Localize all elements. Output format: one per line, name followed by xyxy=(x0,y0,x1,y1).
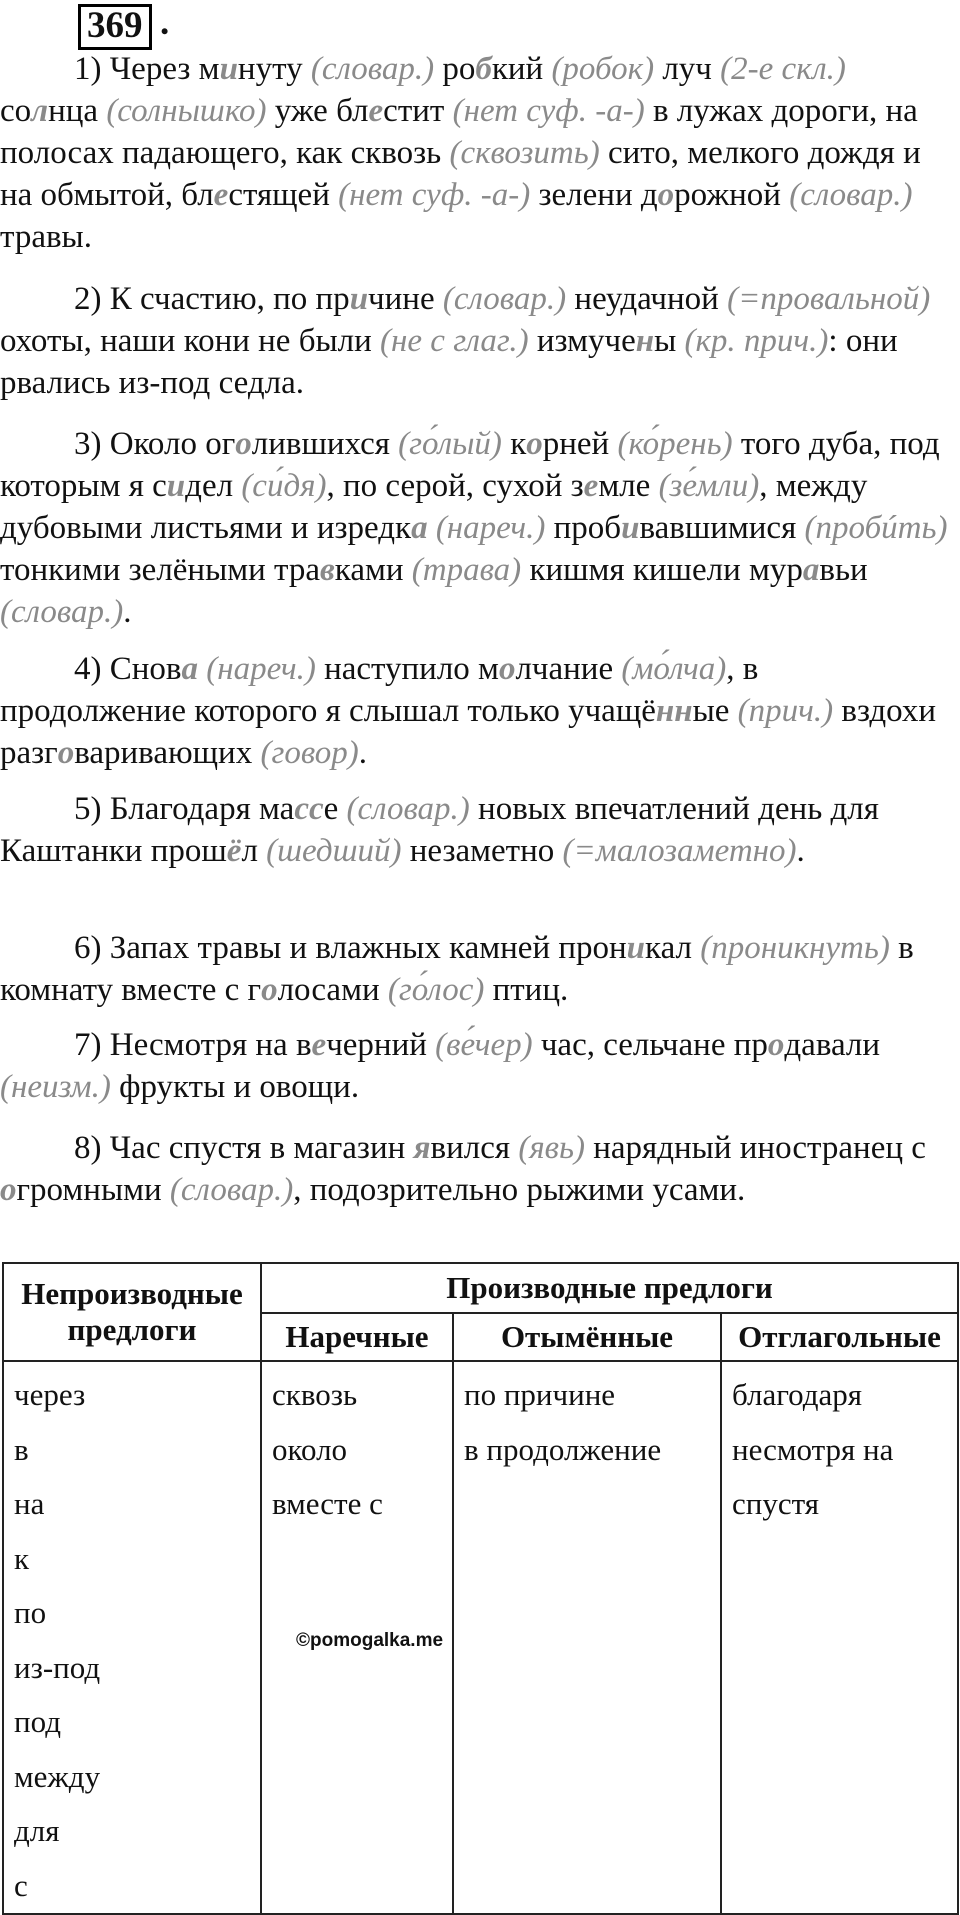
sentence-text: давали xyxy=(784,1027,881,1063)
sentence-text xyxy=(428,510,436,546)
sentence-2 xyxy=(0,278,950,404)
prepositions-table xyxy=(2,1262,959,1915)
sentence-text: рней xyxy=(542,426,618,462)
preposition-item: к xyxy=(14,1540,30,1576)
preposition-item: около xyxy=(272,1431,348,1467)
sentence-text: е xyxy=(323,791,347,827)
sentence-text: л xyxy=(241,833,267,869)
highlighted-letter: в xyxy=(320,552,335,588)
sentence-text: 5) Благодаря ма xyxy=(74,791,295,827)
highlighted-letter: ё xyxy=(226,833,242,869)
highlighted-letter: о xyxy=(657,177,675,213)
sentence-text: вьи xyxy=(819,552,868,588)
highlighted-letter: и xyxy=(166,468,186,504)
preposition-item: несмотря на xyxy=(732,1431,894,1467)
highlighted-letter: а xyxy=(411,510,428,546)
preposition-item: в продолжение xyxy=(464,1431,662,1467)
highlighted-letter: л xyxy=(31,93,49,129)
grammar-note: (си́дя) xyxy=(241,468,327,504)
grammar-note: (го́лый) xyxy=(398,426,502,462)
sentence-text: в лужах дороги, на полосах падающего, как сквозь xyxy=(0,93,918,171)
sentence-text: чине xyxy=(368,281,443,317)
sentence-text: в комнату вместе с г xyxy=(0,930,914,1008)
grammar-note: (нет суф. -а-) xyxy=(452,93,645,129)
highlighted-letter: е xyxy=(311,1027,327,1063)
sentence-text: ро xyxy=(434,51,476,87)
sentence-text: того дуба, под которым я с xyxy=(0,426,940,504)
sentence-text: , по серой, сухой з xyxy=(326,468,584,504)
grammar-note: (ко́рень) xyxy=(617,426,733,462)
sentence-text: кий xyxy=(491,51,552,87)
grammar-note: (явь) xyxy=(518,1130,585,1166)
highlighted-letter: е xyxy=(368,93,384,129)
sentence-text: кал xyxy=(645,930,701,966)
highlighted-letter: о xyxy=(767,1027,785,1063)
grammar-note: (трава) xyxy=(411,552,522,588)
sentence-text: к xyxy=(501,426,527,462)
grammar-note: (=провальной) xyxy=(727,281,931,317)
sentence-text: лившихся xyxy=(251,426,399,462)
grammar-note: (мо́лча) xyxy=(621,651,727,687)
preposition-item: вместе с xyxy=(272,1486,383,1521)
grammar-note: (робок) xyxy=(551,51,655,87)
header-denominal: Отымённые xyxy=(453,1313,721,1361)
sentence-5 xyxy=(0,788,950,872)
highlighted-letter: и xyxy=(219,51,238,87)
grammar-note: (не с глаг.) xyxy=(380,323,529,359)
highlighted-letter: сс xyxy=(294,791,324,827)
highlighted-letter: о xyxy=(526,426,543,462)
preposition-item: через xyxy=(14,1377,86,1412)
sentence-text: 1) Через м xyxy=(74,51,220,87)
sentence-text: лчание xyxy=(515,651,622,687)
grammar-note: (неизм.) xyxy=(0,1069,111,1105)
preposition-item: по xyxy=(14,1595,47,1630)
grammar-note: (ве́чер) xyxy=(435,1027,533,1063)
grammar-note: (зе́мли) xyxy=(658,468,760,504)
sentence-text: неудачной xyxy=(566,281,728,317)
sentence-text: : они рвались из-под седла. xyxy=(0,323,898,401)
highlighted-letter: н xyxy=(635,323,655,359)
preposition-item: с xyxy=(14,1867,28,1903)
highlighted-letter: и xyxy=(349,281,369,317)
grammar-note: (го́лос) xyxy=(387,972,485,1008)
sentence-text: нуту xyxy=(237,51,311,87)
preposition-item: между xyxy=(14,1758,101,1794)
sentence-7 xyxy=(0,1024,950,1108)
highlighted-letter: е xyxy=(583,468,599,504)
sentence-4 xyxy=(0,648,950,774)
highlighted-letter: о xyxy=(498,651,516,687)
grammar-note: (нареч.) xyxy=(206,651,316,687)
sentence-1 xyxy=(0,48,950,258)
exercise-number-dot: . xyxy=(160,2,170,43)
sentence-text: , между дубовыми листьями и изредк xyxy=(0,468,868,546)
sentence-text: лосами xyxy=(277,972,388,1008)
sentence-text: рожной xyxy=(674,177,790,213)
sentence-text: 7) Несмотря на в xyxy=(74,1027,312,1063)
sentence-text: . xyxy=(796,833,805,869)
grammar-note: (солнышко) xyxy=(106,93,267,129)
sentence-text: час, сельчане пр xyxy=(532,1027,768,1063)
highlighted-letter: о xyxy=(0,1172,17,1208)
header-verbal: Отглагольные xyxy=(721,1313,958,1361)
sentence-text: , подозрительно рыжими усами. xyxy=(293,1172,746,1208)
sentence-text: тонкими зелёными тра xyxy=(0,552,321,588)
sentence-text: 3) Около ог xyxy=(74,426,236,462)
column-denominal xyxy=(453,1361,721,1914)
sentence-text: уже бл xyxy=(266,93,369,129)
preposition-item: под xyxy=(14,1704,61,1739)
highlighted-letter: о xyxy=(261,972,278,1008)
grammar-note: (пробúть) xyxy=(804,510,948,546)
sentence-text: громными xyxy=(16,1172,170,1208)
sentence-text: сито, мелкого дождя и на обмытой, бл xyxy=(0,135,921,213)
header-nonderived: Непроизводные предлоги xyxy=(3,1263,261,1361)
highlighted-letter: нн xyxy=(655,693,693,729)
watermark: ©pomogalka.me xyxy=(296,1630,444,1651)
sentence-text: вавшимися xyxy=(639,510,805,546)
grammar-note: (говор) xyxy=(260,735,359,771)
sentence-text: наступило м xyxy=(315,651,499,687)
grammar-note: (кр. прич.) xyxy=(684,323,829,359)
sentence-text: черний xyxy=(326,1027,436,1063)
sentence-text: нарядный иностранец с xyxy=(585,1130,926,1166)
highlighted-letter: б xyxy=(475,51,492,87)
sentence-text: луч xyxy=(654,51,721,87)
highlighted-letter: я xyxy=(413,1130,431,1166)
grammar-note: (словар.) xyxy=(310,51,435,87)
preposition-item: на xyxy=(14,1486,45,1521)
grammar-note: (словар.) xyxy=(169,1172,294,1208)
grammar-note: (=малозаметно) xyxy=(562,833,797,869)
sentence-text: ы xyxy=(654,323,685,359)
highlighted-letter: а xyxy=(802,552,820,588)
grammar-note: (проникнуть) xyxy=(700,930,890,966)
preposition-item: для xyxy=(14,1813,60,1848)
sentence-text: вился xyxy=(430,1130,519,1166)
grammar-note: (прич.) xyxy=(737,693,834,729)
sentence-text: 6) Запах травы и влажных камней прон xyxy=(74,930,627,966)
column-verbal xyxy=(721,1361,958,1914)
sentence-text: травы. xyxy=(0,219,92,255)
grammar-note: (словар.) xyxy=(346,791,470,827)
preposition-item: по причине xyxy=(464,1377,616,1412)
header-adverbial: Наречные xyxy=(261,1313,453,1361)
sentence-text: незаметно xyxy=(401,833,563,869)
sentence-8 xyxy=(0,1127,950,1211)
grammar-note: (2-е скл.) xyxy=(720,51,846,87)
sentence-text: охоты, наши кони не были xyxy=(0,323,381,359)
sentence-6 xyxy=(0,927,950,1011)
sentence-text: птиц. xyxy=(484,972,569,1008)
sentence-text: . xyxy=(358,735,367,771)
highlighted-letter: о xyxy=(57,735,75,771)
grammar-note: (сквозить) xyxy=(449,135,600,171)
grammar-note: (шедший) xyxy=(266,833,402,869)
sentence-text: ые xyxy=(692,693,738,729)
preposition-item: в xyxy=(14,1431,29,1467)
highlighted-letter: е xyxy=(213,177,229,213)
grammar-note: (словар.) xyxy=(0,594,124,630)
sentence-text: стящей xyxy=(228,177,339,213)
header-derived: Производные предлоги xyxy=(261,1263,958,1313)
highlighted-letter: о xyxy=(235,426,252,462)
sentence-text: зелени д xyxy=(530,177,658,213)
sentence-text: фрукты и овощи. xyxy=(110,1069,360,1105)
preposition-item: благодаря xyxy=(732,1377,863,1412)
sentence-text: варивающих xyxy=(74,735,261,771)
sentence-text xyxy=(198,651,206,687)
sentence-text: мле xyxy=(598,468,659,504)
sentence-text: со xyxy=(0,93,32,129)
preposition-item: спустя xyxy=(732,1486,820,1521)
grammar-note: (нет суф. -а-) xyxy=(338,177,531,213)
sentence-text: 2) К счастию, по пр xyxy=(74,281,350,317)
sentence-text: новых впечатлений день для Каштанки прош xyxy=(0,791,879,869)
column-nonderived xyxy=(3,1361,261,1914)
grammar-note: (нареч.) xyxy=(435,510,546,546)
preposition-item: из-под xyxy=(14,1649,101,1685)
highlighted-letter: а xyxy=(181,651,198,687)
grammar-note: (словар.) xyxy=(789,177,913,213)
sentence-text: 4) Снов xyxy=(74,651,182,687)
sentence-text: 8) Час спустя в магазин xyxy=(74,1130,414,1166)
sentence-text: стит xyxy=(383,93,453,129)
sentence-text: дел xyxy=(185,468,242,504)
highlighted-letter: и xyxy=(621,510,640,546)
sentence-text: ками xyxy=(334,552,412,588)
sentence-text: вздохи разг xyxy=(0,693,937,771)
sentence-3 xyxy=(0,423,950,633)
sentence-text: кишмя кишели мур xyxy=(521,552,803,588)
sentence-text: измуче xyxy=(528,323,636,359)
sentence-text: , в продолжение которого я слышал только учащё xyxy=(0,651,759,729)
sentence-text: проб xyxy=(545,510,622,546)
sentence-text: нца xyxy=(48,93,107,129)
highlighted-letter: и xyxy=(626,930,646,966)
exercise-number: 369 xyxy=(78,4,152,50)
sentence-text: . xyxy=(123,594,132,630)
grammar-note: (словар.) xyxy=(442,281,567,317)
preposition-item: сквозь xyxy=(272,1377,358,1412)
